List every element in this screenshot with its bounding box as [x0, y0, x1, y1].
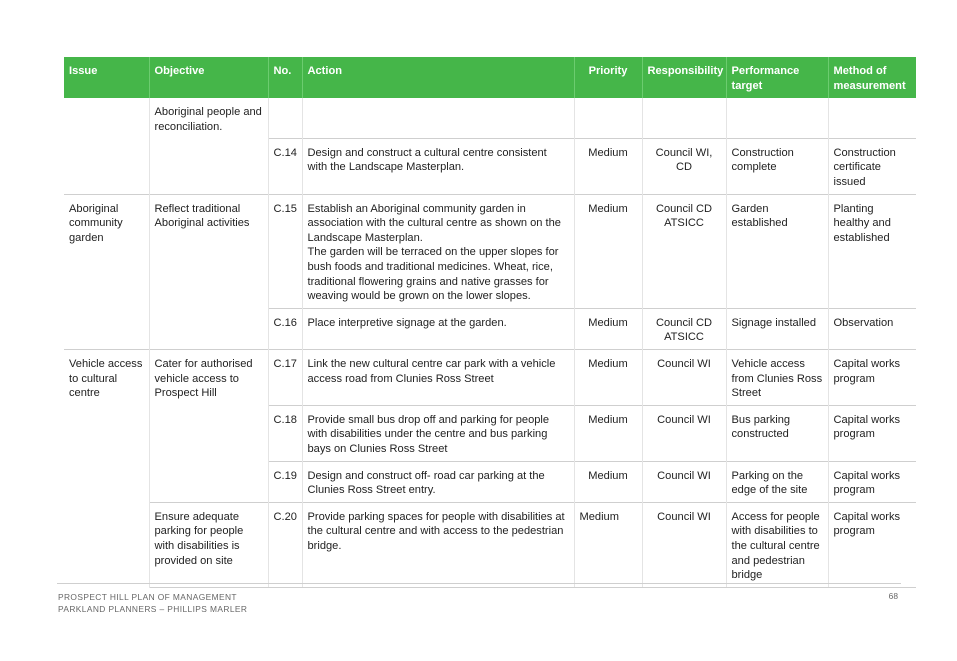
cell-priority: Medium: [574, 350, 642, 406]
action-plan-table: [64, 57, 916, 588]
cell-performance-target: Construction complete: [726, 138, 828, 194]
cell-performance-target: Access for people with disabilities to the cultural centre and pedestrian bridge: [726, 502, 828, 587]
cell-performance-target: [726, 98, 828, 138]
cell-no: C.20: [268, 502, 302, 587]
cell-method: Observation: [828, 308, 916, 349]
cell-responsibility: Council CD ATSICC: [642, 308, 726, 349]
cell-objective: [149, 138, 268, 194]
cell-performance-target: Garden established: [726, 194, 828, 308]
cell-responsibility: Council WI: [642, 461, 726, 502]
cell-no: C.17: [268, 350, 302, 406]
cell-objective: Reflect traditional Aboriginal activities: [149, 194, 268, 308]
page-number: 68: [888, 591, 898, 601]
table-row: [64, 98, 916, 138]
table-row: [64, 350, 916, 406]
cell-performance-target: Parking on the edge of the site: [726, 461, 828, 502]
cell-priority: Medium: [574, 461, 642, 502]
cell-action: Place interpretive signage at the garden.: [302, 308, 574, 349]
cell-method: Capital works program: [828, 405, 916, 461]
cell-objective: [149, 461, 268, 502]
table-row: [64, 138, 916, 194]
cell-issue: [64, 98, 149, 138]
cell-no: C.16: [268, 308, 302, 349]
action-text-continued: The garden will be terraced on the upper slopes for bush foods and traditional medicines. Wheat, rice, traditional flowering grains and native grasses for weaving would be grown on the lower slopes.: [307, 246, 559, 303]
cell-responsibility: Council CD ATSICC: [642, 194, 726, 308]
table-row: [64, 194, 916, 308]
cell-priority: Medium: [574, 502, 642, 587]
header-responsibility: Responsibility: [642, 57, 726, 98]
cell-no: C.18: [268, 405, 302, 461]
cell-objective: Aboriginal people and reconciliation.: [149, 98, 268, 138]
cell-priority: Medium: [574, 194, 642, 308]
cell-no: C.14: [268, 138, 302, 194]
cell-issue: Vehicle access to cultural centre: [64, 350, 149, 406]
cell-priority: [574, 98, 642, 138]
cell-objective: Cater for authorised vehicle access to Prospect Hill: [149, 350, 268, 406]
cell-action: Design and construct a cultural centre consistent with the Landscape Masterplan.: [302, 138, 574, 194]
cell-action: Design and construct off- road car parking at the Clunies Ross Street entry.: [302, 461, 574, 502]
cell-responsibility: Council WI: [642, 405, 726, 461]
header-performance-target: Performance target: [726, 57, 828, 98]
table-row: [64, 308, 916, 349]
cell-method: Capital works program: [828, 502, 916, 587]
header-priority: Priority: [574, 57, 642, 98]
cell-objective: Ensure adequate parking for people with disabilities is provided on site: [149, 502, 268, 587]
cell-issue: Aboriginal community garden: [64, 194, 149, 308]
cell-no: [268, 98, 302, 138]
cell-no: C.15: [268, 194, 302, 308]
cell-performance-target: Vehicle access from Clunies Ross Street: [726, 350, 828, 406]
cell-performance-target: Bus parking constructed: [726, 405, 828, 461]
table-header-row: [64, 57, 916, 98]
cell-priority: Medium: [574, 138, 642, 194]
footer-author: PARKLAND PLANNERS – PHILLIPS MARLER: [58, 604, 248, 614]
cell-issue: [64, 405, 149, 461]
cell-responsibility: [642, 98, 726, 138]
action-text: Establish an Aboriginal community garden in association with the cultural centre as shown on the Landscape Masterplan.: [307, 202, 561, 244]
page-footer: [58, 591, 247, 615]
cell-action: [302, 98, 574, 138]
cell-priority: Medium: [574, 308, 642, 349]
cell-method: Capital works program: [828, 461, 916, 502]
cell-method: [828, 98, 916, 138]
cell-responsibility: Council WI, CD: [642, 138, 726, 194]
header-method-of-measurement: Method of measurement: [828, 57, 916, 98]
cell-no: C.19: [268, 461, 302, 502]
table-row: [64, 405, 916, 461]
cell-priority: Medium: [574, 405, 642, 461]
cell-objective: [149, 308, 268, 349]
header-objective: Objective: [149, 57, 268, 98]
header-action: Action: [302, 57, 574, 98]
cell-issue: [64, 461, 149, 502]
table-row: [64, 502, 916, 587]
cell-method: Construction certificate issued: [828, 138, 916, 194]
header-no: No.: [268, 57, 302, 98]
cell-responsibility: Council WI: [642, 502, 726, 587]
cell-responsibility: Council WI: [642, 350, 726, 406]
table-row: [64, 461, 916, 502]
cell-issue: [64, 308, 149, 349]
cell-issue: [64, 138, 149, 194]
cell-method: Planting healthy and established: [828, 194, 916, 308]
cell-objective: [149, 405, 268, 461]
header-issue: Issue: [64, 57, 149, 98]
cell-action: Provide parking spaces for people with disabilities at the cultural centre and with access to the pedestrian bridge.: [302, 502, 574, 587]
cell-action: Provide small bus drop off and parking for people with disabilities under the centre and bus parking bays on Clunies Ross Street: [302, 405, 574, 461]
cell-action: Link the new cultural centre car park with a vehicle access road from Clunies Ross Street: [302, 350, 574, 406]
cell-method: Capital works program: [828, 350, 916, 406]
cell-issue: [64, 502, 149, 587]
cell-performance-target: Signage installed: [726, 308, 828, 349]
cell-action: [302, 194, 574, 308]
action-plan-table-container: [64, 57, 916, 588]
footer-document-title: PROSPECT HILL PLAN OF MANAGEMENT: [58, 592, 237, 602]
footer-divider: [57, 583, 901, 584]
